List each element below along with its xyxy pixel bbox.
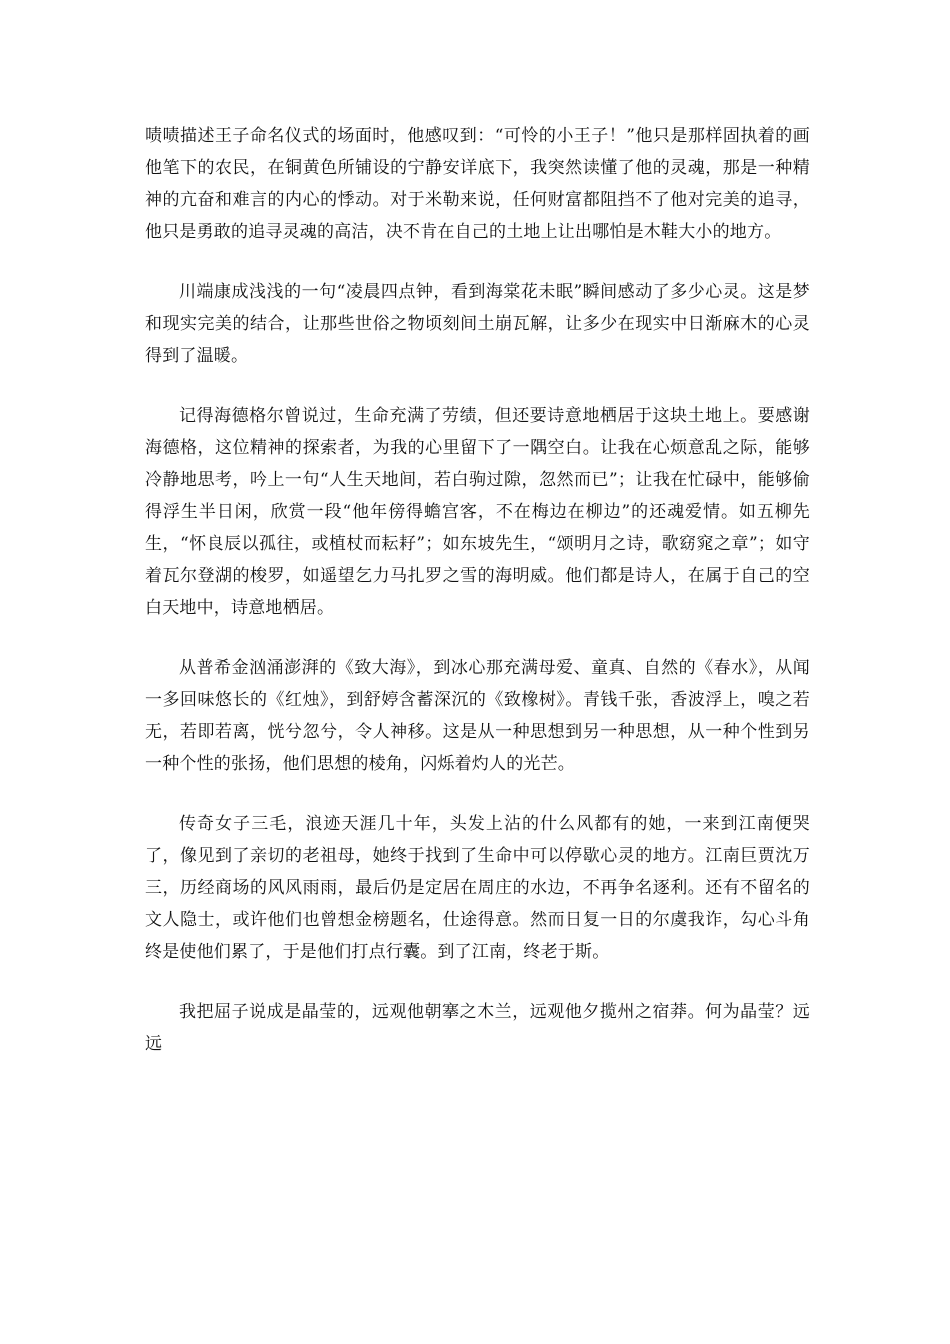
paragraph-heidegger: 记得海德格尔曾说过，生命充满了劳绩，但还要诗意地栖居于这块土地上。要感谢海德格，这位精神的探索者，为我的心里留下了一隅空白。让我在心烦意乱之际，能够冷静地思考，吟上一句“人生天地间，若白驹过隙，忽然而已”；让我在忙碌中，能够偷得浮生半日闲，欣赏一段“他年傍得蟾宫客，不在梅边在柳边”的还魂爱情。如五柳先生，“怀良辰以孤往，或植杖而耘耔”；如东坡先生，“颂明月之诗，歌窈窕之章”；如守着瓦尔登湖的梭罗，如遥望乞力马扎罗之雪的海明威。他们都是诗人，在属于自己的空白天地中，诗意地栖居。	[145, 406, 810, 618]
paragraph-jiangnan: 传奇女子三毛，浪迹天涯几十年，头发上沾的什么风都有的她，一来到江南便哭了，像见到了亲切的老祖母，她终于找到了生命中可以停歇心灵的地方。江南巨贾沈万三，历经商场的风风雨雨，最后仍是定居在周庄的水边，不再争名逐利。还有不留名的文人隐士，或许他们也曾想金榜题名，仕途得意。然而日复一日的尔虞我诈，勾心斗角终是使他们累了，于是他们打点行囊。到了江南，终老于斯。	[145, 814, 810, 962]
paragraph-poets: 从普希金汹涌澎湃的《致大海》，到冰心那充满母爱、童真、自然的《春水》，从闻一多回味悠长的《红烛》，到舒婷含蓄深沉的《致橡树》。青钱千张，香波浮上，嗅之若无，若即若离，恍兮忽兮，令人神移。这是从一种思想到另一种思想，从一种个性到另一种个性的张扬，他们思想的棱角，闪烁着灼人的光芒。	[145, 658, 810, 774]
paragraph-kawabata: 川端康成浅浅的一句“凌晨四点钟，看到海棠花未眠”瞬间感动了多少心灵。这是梦和现实完美的结合，让那些世俗之物顷刻间土崩瓦解，让多少在现实中日渐麻木的心灵得到了温暖。	[145, 282, 810, 366]
paragraph-quzi: 我把屈子说成是晶莹的，远观他朝搴之木兰，远观他夕揽州之宿莽。何为晶莹？远远	[145, 1002, 810, 1054]
body-text	[145, 120, 810, 1088]
paragraph-millet: 啧啧描述王子命名仪式的场面时，他感叹到：“可怜的小王子！”他只是那样固执着的画他笔下的农民，在铜黄色所铺设的宁静安详底下，我突然读懂了他的灵魂，那是一种精神的亢奋和难言的内心的悸动。对于米勒来说，任何财富都阻挡不了他对完美的追寻，他只是勇敢的追寻灵魂的高洁，决不肯在自己的土地上让出哪怕是木鞋大小的地方。	[145, 126, 810, 242]
